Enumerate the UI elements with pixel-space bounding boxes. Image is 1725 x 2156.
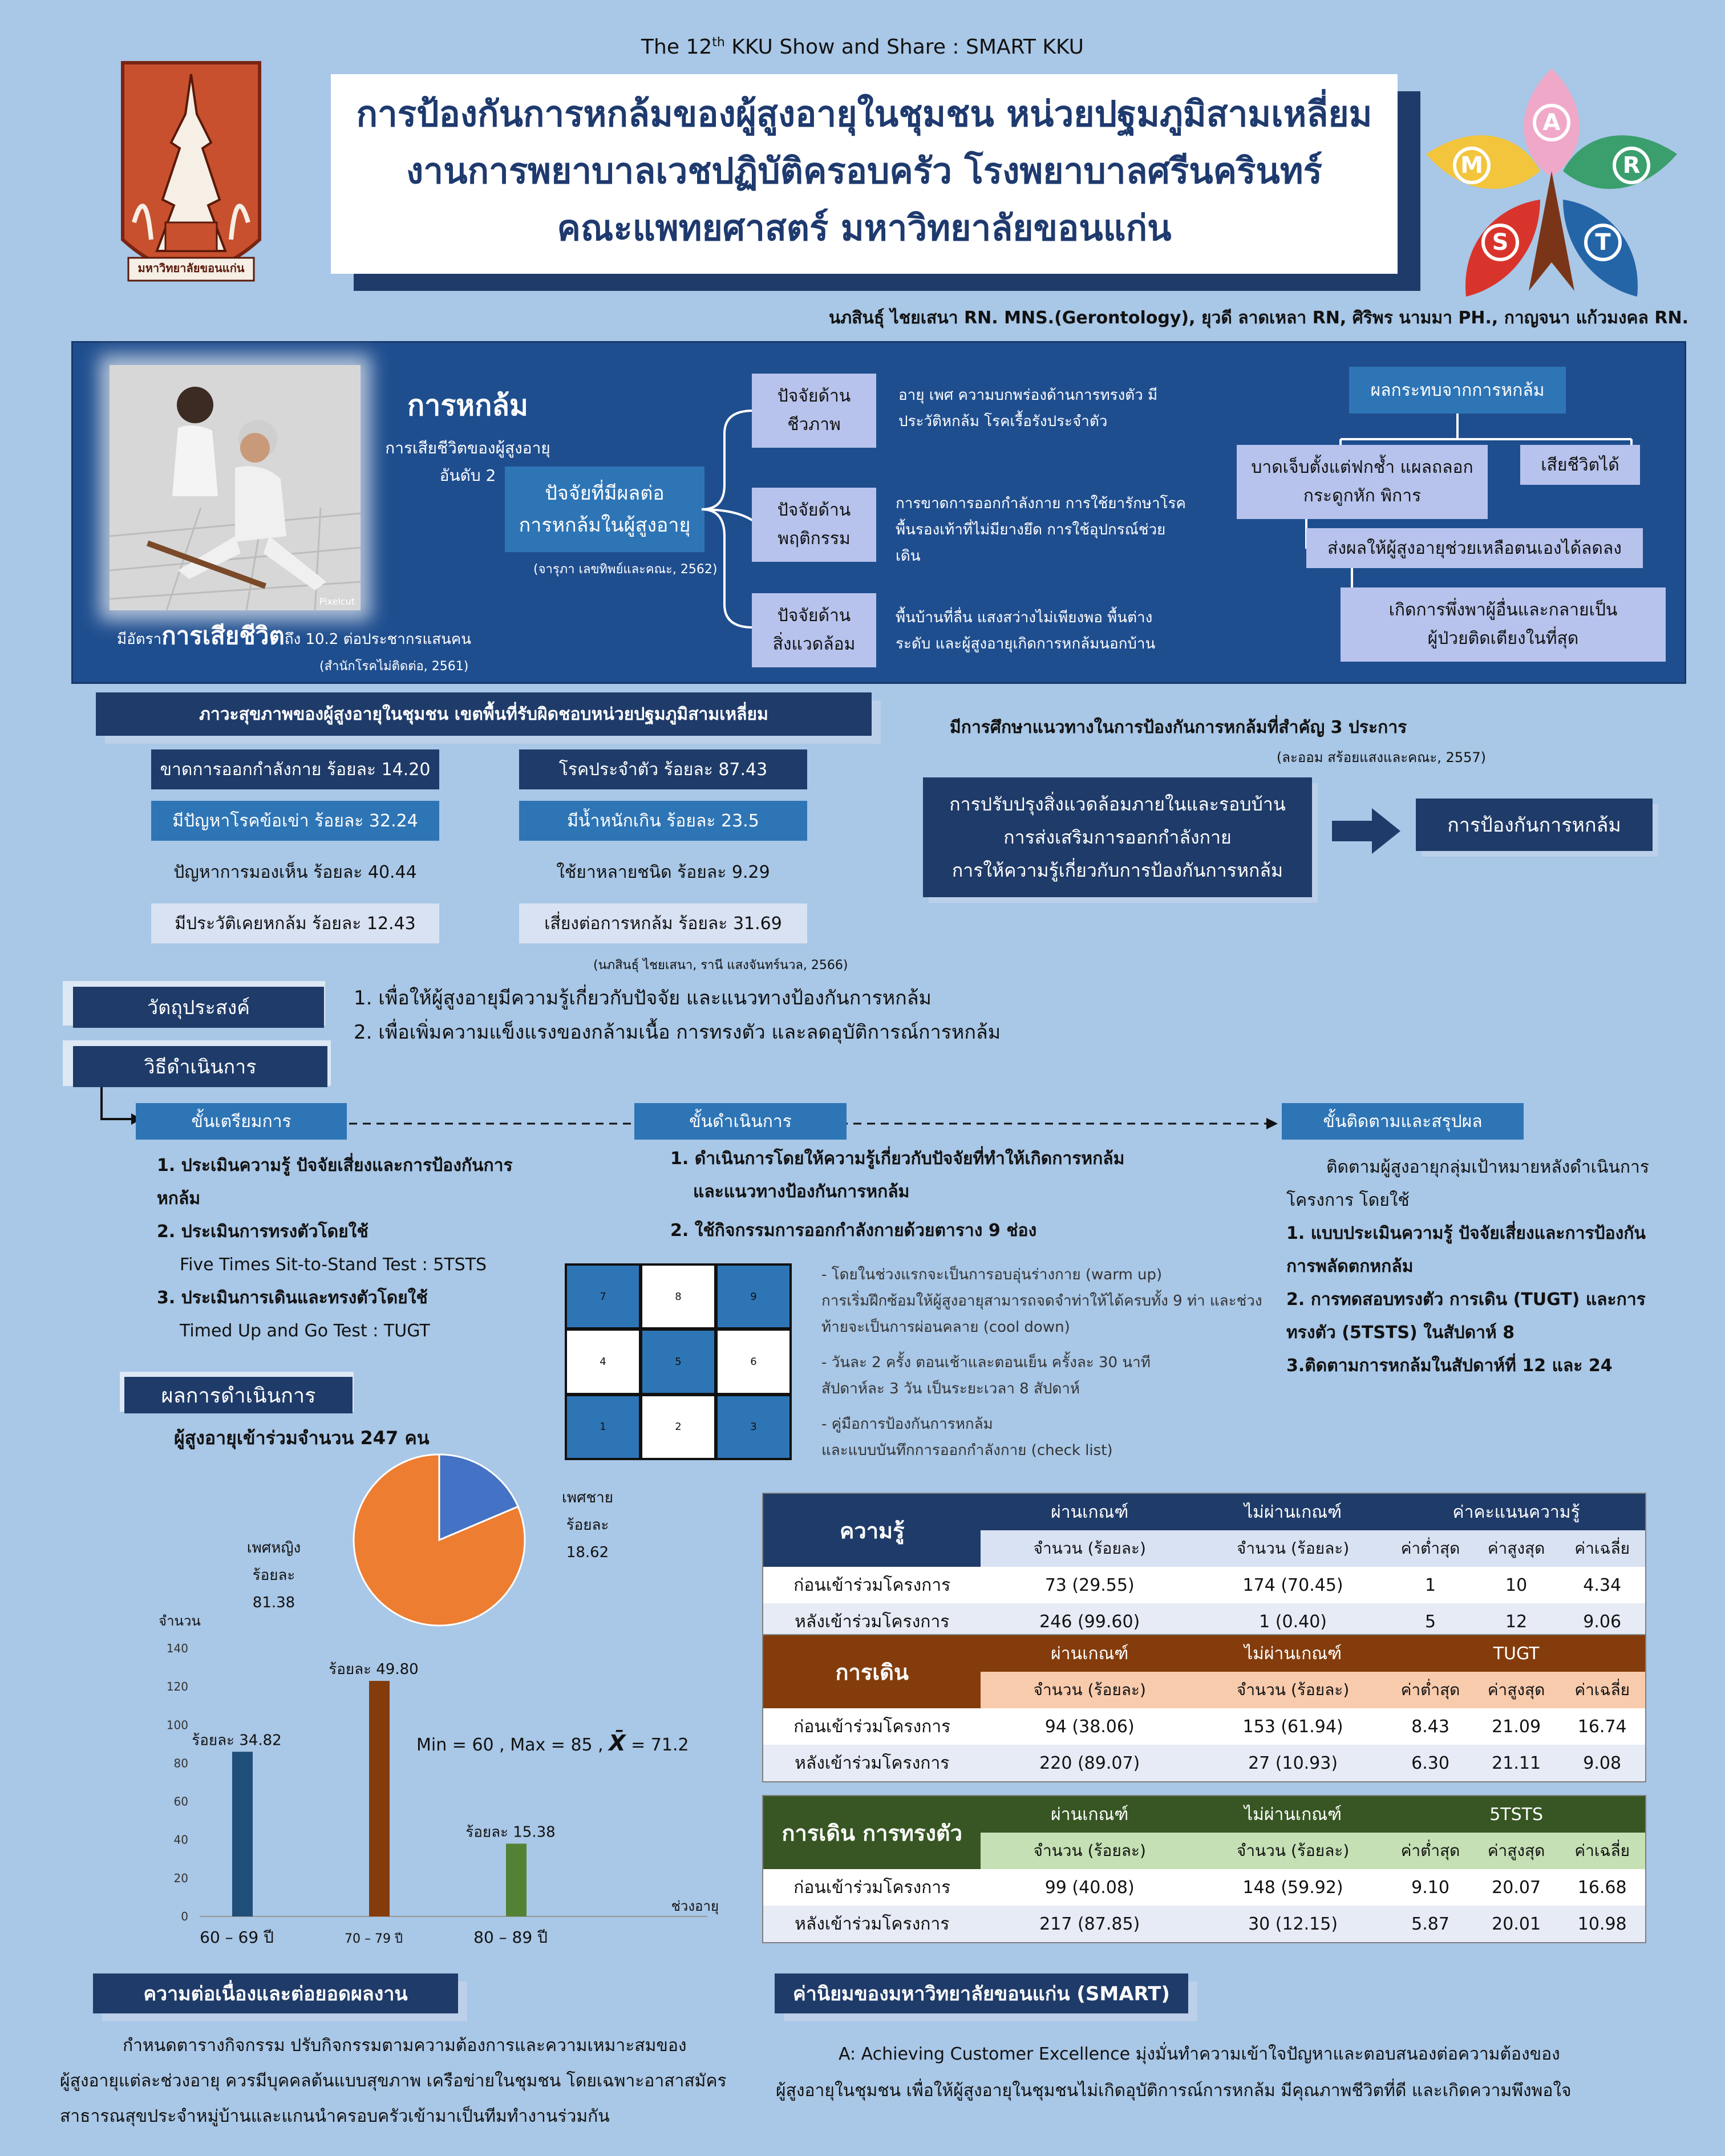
table-header: ไม่ผ่านเกณฑ์ bbox=[1244, 1502, 1342, 1522]
pie-label-female: เพศหญิง ร้อยละ 81.38 bbox=[246, 1539, 301, 1611]
health-left-2: มีปัญหาโรคข้อเข่า ร้อยละ 32.24 bbox=[151, 801, 439, 841]
smart-letter-a: A bbox=[1542, 110, 1561, 136]
table-cell: 27 (10.93) bbox=[1248, 1753, 1338, 1773]
bar-data-label: ร้อยละ 15.38 bbox=[465, 1823, 556, 1841]
x-axis-label: ช่วงอายุ bbox=[671, 1898, 719, 1914]
table-subheader: จำนวน (ร้อยละ) bbox=[981, 1530, 1198, 1567]
x-tick-label: 60 – 69 ปี bbox=[200, 1928, 274, 1947]
table-cell: 30 (12.15) bbox=[1248, 1914, 1338, 1934]
results-label: ผลการดำเนินการ bbox=[124, 1377, 353, 1413]
y-tick-label: 100 bbox=[166, 1718, 188, 1732]
result-table bbox=[762, 1493, 1646, 1641]
table-row bbox=[763, 1869, 1645, 1906]
health-right-4: เสี่ยงต่อการหกล้ม ร้อยละ 31.69 bbox=[519, 903, 807, 943]
table-cell: ก่อนเข้าร่วมโครงการ bbox=[793, 1575, 951, 1595]
x-tick-label: 70 – 79 ปี bbox=[345, 1932, 403, 1946]
table-subheader: จำนวน (ร้อยละ) bbox=[1198, 1672, 1387, 1708]
table-cell: 148 (59.92) bbox=[1242, 1877, 1343, 1898]
title-line-2: งานการพยาบาลเวชปฏิบัติครอบครัว โรงพยาบาลศรีนครินทร์ bbox=[406, 150, 1322, 192]
table-header: 5TSTS bbox=[1489, 1804, 1544, 1825]
table-cell: 16.74 bbox=[1577, 1716, 1627, 1737]
prevention-result: การป้องกันการหกล้ม bbox=[1416, 799, 1653, 851]
title-box bbox=[331, 74, 1398, 274]
table-cell: หลังเข้าร่วมโครงการ bbox=[795, 1611, 950, 1632]
grid-cell: 3 bbox=[718, 1396, 789, 1458]
gender-pie-chart bbox=[348, 1449, 531, 1631]
grid-cell: 5 bbox=[642, 1331, 714, 1392]
grid-cell: 8 bbox=[642, 1266, 714, 1327]
y-tick-label: 40 bbox=[173, 1833, 188, 1847]
intro-subtitle: การเสียชีวิตของผู้สูงอายุ อันดับ 2 bbox=[385, 439, 550, 485]
step-prepare: ขั้นเตรียมการ bbox=[136, 1103, 347, 1140]
pie-label-male: เพศชาย ร้อยละ 18.62 bbox=[561, 1489, 613, 1561]
prevention-arrow-icon bbox=[1332, 808, 1400, 854]
prevention-title: มีการศึกษาแนวทางในการป้องกันการหกล้มที่สำคัญ 3 ประการ bbox=[950, 718, 1407, 737]
step-followup: ขั้นติดตามและสรุปผล bbox=[1282, 1103, 1524, 1140]
table-cell: 153 (61.94) bbox=[1242, 1716, 1343, 1737]
table-cell: 4.34 bbox=[1583, 1575, 1622, 1595]
y-tick-label: 120 bbox=[166, 1680, 188, 1694]
table-cell: 10.98 bbox=[1577, 1914, 1627, 1934]
health-right-2: มีน้ำหนักเกิน ร้อยละ 23.5 bbox=[519, 801, 807, 841]
table-cell: ก่อนเข้าร่วมโครงการ bbox=[793, 1716, 951, 1737]
health-right-1: โรคประจำตัว ร้อยละ 87.43 bbox=[519, 749, 807, 789]
prevention-ref: (ละออม สร้อยแสงและคณะ, 2557) bbox=[1276, 749, 1486, 765]
table-subheader: จำนวน (ร้อยละ) bbox=[1198, 1833, 1387, 1869]
grid-cell: 2 bbox=[642, 1396, 714, 1458]
table-row bbox=[763, 1567, 1645, 1603]
authors: นภสินธุ์ ไชยเสนา RN. MNS.(Gerontology), ยุวดี ลาดเหลา RN, ศิริพร นามมา PH., กาญจนา แก้วมงคล RN. bbox=[828, 308, 1688, 328]
factor-center-ref: (จารุภา เลขทิพย์และคณะ, 2562) bbox=[533, 562, 718, 577]
bar-data-label: ร้อยละ 34.82 bbox=[192, 1732, 282, 1749]
objective-2: 2. เพื่อเพิ่มความแข็งแรงของกล้ามเนื้อ การทรงตัว และลดอุบัติการณ์การหกล้ม bbox=[354, 1021, 1001, 1044]
factor-behavior-desc: การขาดการออกกำลังกาย การใช้ยารักษาโรค พื้นรองเท้าที่ไม่มียางยึด การใช้อุปกรณ์ช่วย เดิน bbox=[896, 495, 1186, 565]
event-title: The 12th KKU Show and Share : SMART KKU bbox=[641, 35, 1084, 59]
smart-letter-t: T bbox=[1595, 229, 1611, 256]
table-subheader: จำนวน (ร้อยละ) bbox=[981, 1672, 1198, 1708]
smart-letter-s: S bbox=[1492, 229, 1509, 256]
health-right-3: ใช้ยาหลายชนิด ร้อยละ 9.29 bbox=[556, 862, 770, 882]
smart-letter-m: M bbox=[1460, 152, 1483, 179]
factor-center: ปัจจัยที่มีผลต่อ การหกล้มในผู้สูงอายุ bbox=[505, 467, 704, 552]
table-cell: 21.11 bbox=[1492, 1753, 1541, 1773]
grid-cell: 6 bbox=[718, 1331, 789, 1392]
bar bbox=[506, 1843, 527, 1916]
factor-bio: ปัจจัยด้าน ชีวภาพ bbox=[752, 374, 876, 448]
table-cell: หลังเข้าร่วมโครงการ bbox=[795, 1753, 950, 1773]
intro-title: การหกล้ม bbox=[407, 389, 529, 422]
age-bar-chart bbox=[137, 1608, 742, 1951]
factor-environment: ปัจจัยด้าน สิ่งแวดล้อม bbox=[752, 593, 876, 667]
health-ref: (นภสินธุ์ ไชยเสนา, รานี แสงจันทร์นวล, 2566) bbox=[593, 958, 848, 972]
exercise-notes: - โดยในช่วงแรกจะเป็นการอบอุ่นร่างกาย (warm up) การเริ่มฝึกซ้อมให้ผู้สูงอายุสามารถจดจำท่าให้ได้ครบทั้ง 9 ท่า และช่วง ท้ายจะเป็นการผ่อนคลาย (cool down) - วันละ 2 ครั้ง ตอนเช้าและตอนเย็น ครั้งละ 30 นาที สัปดาห์ละ 3 วัน เป็นระยะเวลา 8 สัปดาห์ - คู่มือการป้องกันการหกล้ม และแบบบันทึกการออกกำลังกาย (check list) bbox=[821, 1266, 1262, 1459]
table-subheader: ค่าสูงสุด bbox=[1473, 1672, 1560, 1708]
continuity-label: ความต่อเนื่องและต่อยอดผลงาน bbox=[93, 1973, 458, 2013]
smart-text: A: Achieving Customer Excellence มุ่งมั่นทำความเข้าใจปัญหาและตอบสนองต่อความต้องของ ผู้สูงอายุในชุมชน เพื่อให้ผู้สูงอายุในชุมชนไม่เกิดอุบัติการณ์การหกล้ม มีคุณภาพชีวิตที่ดี และเกิดความพึงพอใจ bbox=[776, 2044, 1572, 2101]
table-cell: 16.68 bbox=[1577, 1877, 1627, 1898]
table-cell: 6.30 bbox=[1411, 1753, 1449, 1773]
table-cell: 1 bbox=[1424, 1575, 1436, 1595]
bar bbox=[369, 1681, 390, 1916]
impact-injury: บาดเจ็บตั้งแต่ฟกช้ำ แผลถลอก กระดูกหัก พิการ bbox=[1237, 445, 1488, 519]
table-cell: 5 bbox=[1424, 1611, 1436, 1632]
grid-cell: 7 bbox=[567, 1266, 639, 1327]
health-left-4: มีประวัติเคยหกล้ม ร้อยละ 12.43 bbox=[151, 903, 439, 943]
result-table bbox=[762, 1795, 1646, 1943]
table-header: ค่าคะแนนความรู้ bbox=[1452, 1502, 1580, 1522]
table-cell: 10 bbox=[1505, 1575, 1528, 1595]
table-cell: 174 (70.45) bbox=[1242, 1575, 1343, 1595]
table-subheader: ค่าเฉลี่ย bbox=[1559, 1530, 1645, 1567]
table-subheader: ค่าต่ำสุด bbox=[1387, 1530, 1473, 1567]
table-cell: หลังเข้าร่วมโครงการ bbox=[795, 1914, 950, 1934]
impact-self-care: ส่งผลให้ผู้สูงอายุช่วยเหลือตนเองได้ลดลง bbox=[1306, 528, 1643, 568]
table-subheader: ค่าสูงสุด bbox=[1473, 1530, 1560, 1567]
participants: ผู้สูงอายุเข้าร่วมจำนวน 247 คน bbox=[174, 1427, 430, 1449]
table-cell: 9.10 bbox=[1411, 1877, 1449, 1898]
table-subheader: ค่าต่ำสุด bbox=[1387, 1672, 1473, 1708]
logo-text: มหาวิทยาลัยขอนแก่น bbox=[137, 261, 245, 275]
y-tick-label: 20 bbox=[173, 1871, 188, 1885]
bar-stats: Min = 60 , Max = 85 , X̄ = 71.2 bbox=[416, 1731, 689, 1756]
prevention-methods: การปรับปรุงสิ่งแวดล้อมภายในและรอบบ้าน การส่งเสริมการออกกำลังกาย การให้ความรู้เกี่ยวกับการป้องกันการหกล้ม bbox=[923, 777, 1312, 897]
step-execute: ขั้นดำเนินการ bbox=[634, 1103, 847, 1140]
table-subheader: จำนวน (ร้อยละ) bbox=[1198, 1530, 1387, 1567]
table-cell: 220 (89.07) bbox=[1039, 1753, 1140, 1773]
title-line-3: คณะแพทยศาสตร์ มหาวิทยาลัยขอนแก่น bbox=[557, 207, 1172, 249]
grid-cell: 1 bbox=[567, 1396, 639, 1458]
impact-dependence: เกิดการพึ่งพาผู้อื่นและกลายเป็น ผู้ป่วยติดเตียงในที่สุด bbox=[1341, 587, 1666, 662]
table-cell: 94 (38.06) bbox=[1044, 1716, 1135, 1737]
table-cell: 246 (99.60) bbox=[1039, 1611, 1140, 1632]
table-cell: 12 bbox=[1505, 1611, 1528, 1632]
factor-connectors bbox=[702, 399, 759, 650]
smart-letter-r: R bbox=[1622, 152, 1641, 179]
table-subheader: ค่าสูงสุด bbox=[1473, 1833, 1560, 1869]
table-cell: 21.09 bbox=[1492, 1716, 1541, 1737]
continuity-text: กำหนดตารางกิจกรรม ปรับกิจกรรมตามความต้องการและความเหมาะสมของ ผู้สูงอายุแต่ละช่วงอายุ ควรมีบุคคลต้นแบบสุขภาพ เครือข่ายในชุมชน โดยเฉพาะอาสาสมัคร สาธารณสุขประจำหมู่บ้านและแกนนำครอบครัวเข้ามาเป็นทีมทำงานร่วมกัน bbox=[60, 2036, 727, 2126]
table-cell: 99 (40.08) bbox=[1044, 1877, 1135, 1898]
photo-caption: Pixelcut bbox=[319, 596, 355, 607]
grid-cell: 4 bbox=[567, 1331, 639, 1392]
table-header: ผ่านเกณฑ์ bbox=[1051, 1502, 1129, 1522]
y-tick-label: 80 bbox=[173, 1756, 188, 1770]
grid-cell: 9 bbox=[718, 1266, 789, 1327]
kku-logo bbox=[111, 51, 271, 302]
bar-data-label: ร้อยละ 49.80 bbox=[329, 1661, 419, 1679]
step-followup-text: ติดตามผู้สูงอายุกลุ่มเป้าหมายหลังดำเนินการ โครงการ โดยใช้ 1. แบบประเมินความรู้ ปัจจัยเสี่ยงและการป้องกัน การพลัดตกหกล้ม 2. การทดสอบทรงตัว การเดิน (TUGT) และการ ทรงตัว (5TSTS) ในสัปดาห์ 8 3.ติดตามการหกล้มในสัปดาห์ที่ 12 และ 24 bbox=[1286, 1157, 1650, 1376]
table-row bbox=[763, 1708, 1645, 1745]
table-subheader: ค่าเฉลี่ย bbox=[1559, 1672, 1645, 1708]
y-axis-label: จำนวน bbox=[159, 1613, 201, 1629]
step-execute-text: 1. ดำเนินการโดยให้ความรู้เกี่ยวกับปัจจัยที่ทำให้เกิดการหกล้ม และแนวทางป้องกันการหกล้ม 2. ใช้กิจกรรมการออกกำลังกายด้วยตาราง 9 ช่อง bbox=[670, 1149, 1125, 1241]
objective-label: วัตถุประสงค์ bbox=[73, 987, 324, 1028]
table-cell: 9.08 bbox=[1583, 1753, 1622, 1773]
title-line-1: การป้องกันการหกล้มของผู้สูงอายุในชุมชน หน่วยปฐมภูมิสามเหลี่ยม bbox=[356, 93, 1372, 135]
impact-death: เสียชีวิตได้ bbox=[1520, 445, 1640, 485]
impact-title: ผลกระทบจากการหกล้ม bbox=[1349, 367, 1566, 414]
y-tick-label: 0 bbox=[181, 1910, 188, 1923]
nine-square-grid bbox=[565, 1263, 792, 1460]
table-cell: 217 (87.85) bbox=[1039, 1914, 1140, 1934]
table-cell: 5.87 bbox=[1411, 1914, 1449, 1934]
death-rate-ref: (สำนักโรคไม่ติดต่อ, 2561) bbox=[319, 659, 469, 674]
smart-label: ค่านิยมของมหาวิทยาลัยขอนแก่น (SMART) bbox=[775, 1973, 1188, 2013]
factor-environment-desc: พื้นบ้านที่ลื่น แสงสว่างไม่เพียงพอ พื้นต่าง ระดับ และผู้สูงอายุเกิดการหกล้มนอกบ้าน bbox=[896, 609, 1156, 653]
health-left-1: ขาดการออกกำลังกาย ร้อยละ 14.20 bbox=[151, 749, 439, 789]
death-rate: มีอัตราการเสียชีวิตถึง 10.2 ต่อประชากรแสนคน bbox=[117, 622, 472, 650]
table-subheader: ค่าต่ำสุด bbox=[1387, 1833, 1473, 1869]
table-header: ผ่านเกณฑ์ bbox=[1051, 1804, 1129, 1825]
table-header: ผ่านเกณฑ์ bbox=[1051, 1643, 1129, 1664]
objective-1: 1. เพื่อให้ผู้สูงอายุมีความรู้เกี่ยวกับปัจจัย และแนวทางป้องกันการหกล้ม bbox=[354, 987, 932, 1010]
bar bbox=[232, 1752, 253, 1916]
smart-logo bbox=[1415, 57, 1688, 308]
table-row bbox=[763, 1745, 1645, 1781]
method-label: วิธีดำเนินการ bbox=[73, 1046, 327, 1087]
table-cell: 73 (29.55) bbox=[1044, 1575, 1135, 1595]
result-table bbox=[762, 1634, 1646, 1782]
table-header: ไม่ผ่านเกณฑ์ bbox=[1244, 1643, 1342, 1664]
table-subheader: จำนวน (ร้อยละ) bbox=[981, 1833, 1198, 1869]
health-title: ภาวะสุขภาพของผู้สูงอายุในชุมชน เขตพื้นที่รับผิดชอบหน่วยปฐมภูมิสามเหลี่ยม bbox=[96, 692, 872, 736]
health-left-3: ปัญหาการมองเห็น ร้อยละ 40.44 bbox=[173, 862, 417, 882]
table-row bbox=[763, 1906, 1645, 1942]
y-tick-label: 60 bbox=[173, 1794, 188, 1809]
x-tick-label: 80 – 89 ปี bbox=[473, 1928, 548, 1947]
table-header: ไม่ผ่านเกณฑ์ bbox=[1244, 1804, 1342, 1825]
factor-behavior: ปัจจัยด้าน พฤติกรรม bbox=[752, 488, 876, 562]
table-cell: 20.07 bbox=[1492, 1877, 1541, 1898]
factor-bio-desc: อายุ เพศ ความบกพร่องด้านการทรงตัว มี ประวัติหกล้ม โรคเรื้อรังประจำตัว bbox=[898, 387, 1158, 430]
table-cell: 20.01 bbox=[1492, 1914, 1541, 1934]
table-cell: 1 (0.40) bbox=[1259, 1611, 1327, 1632]
table-title: การเดิน bbox=[835, 1659, 909, 1685]
table-cell: 8.43 bbox=[1411, 1716, 1449, 1737]
step-prepare-text: 1. ประเมินความรู้ ปัจจัยเสี่ยงและการป้องกันการ หกล้ม 2. ประเมินการทรงตัวโดยใช้ Five Times Sit-to-Stand Test : 5TSTS 3. ประเมินการเดินและทรงตัวโดยใช้ Timed Up and Go Test : TUGT bbox=[157, 1156, 513, 1341]
table-header: TUGT bbox=[1493, 1643, 1540, 1664]
fall-photo bbox=[110, 365, 361, 610]
table-subheader: ค่าเฉลี่ย bbox=[1559, 1833, 1645, 1869]
table-cell: ก่อนเข้าร่วมโครงการ bbox=[793, 1877, 951, 1898]
table-cell: 9.06 bbox=[1583, 1611, 1622, 1632]
table-title: การเดิน การทรงตัว bbox=[781, 1820, 962, 1846]
y-tick-label: 140 bbox=[166, 1642, 188, 1655]
table-title: ความรู้ bbox=[839, 1518, 905, 1543]
